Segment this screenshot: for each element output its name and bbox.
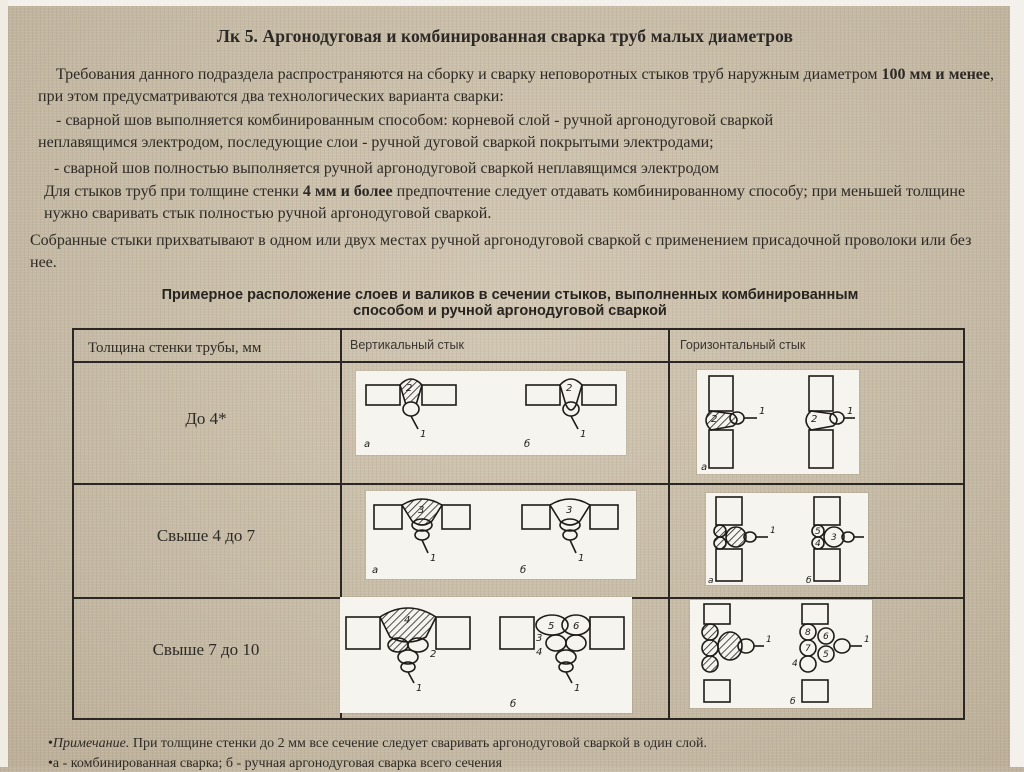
page-title: Лк 5. Аргонодуговая и комбинированная сварка труб малых диаметров: [216, 26, 794, 46]
intro-paragraph-tacking: Собранные стыки прихватывают в одном или двух местах ручной аргонодуговой сваркой с применением присадочной проволоки или без нее.: [30, 232, 972, 271]
diagram-label: 4: [792, 659, 798, 669]
intro-paragraph-1: [38, 64, 998, 108]
diagram-label: б: [790, 697, 796, 707]
diagram-label: 5: [548, 621, 555, 632]
diagram-label: 3: [536, 633, 543, 644]
diagram-label: 2: [566, 383, 573, 394]
table-divider: [72, 361, 965, 363]
diagram-label: 2: [406, 383, 413, 394]
intro-bold: 4 мм и более: [302, 183, 393, 200]
diagram-label: б: [806, 576, 812, 585]
diagram-label: 4: [404, 615, 411, 626]
table-caption: [40, 287, 980, 319]
diagram-label: 1: [759, 406, 766, 417]
diagram-label: 3: [831, 533, 837, 543]
table-caption-line: способом и ручной аргонодуговой сваркой: [353, 303, 667, 319]
intro-text: Требования данного подраздела распространяются на сборку и сварку неповоротных стыков труб наружным диаметром: [56, 66, 882, 83]
diagram-label: 5: [815, 527, 821, 537]
note-legend: •а - комбинированная сварка; б - ручная аргонодуговая сварка всего сечения: [48, 756, 503, 771]
row-label-7to10: Свыше 7 до 10: [152, 640, 260, 659]
note-thin-wall: [48, 736, 988, 752]
diagram-label: 4: [536, 647, 543, 658]
intro-text: , при этом предусматриваются два технологических варианта сварки:: [38, 66, 994, 105]
header-vertical: Вертикальный стык: [350, 338, 464, 352]
intro-paragraph-thickness: [44, 181, 984, 225]
diagram-horizontal-4to7: [706, 493, 868, 585]
diagram-label: 1: [430, 553, 437, 564]
header-horizontal: Горизонтальный стык: [680, 338, 806, 352]
diagram-label: а: [372, 565, 379, 576]
diagram-label: 4: [815, 539, 821, 549]
diagram-label: а: [701, 462, 708, 473]
diagram-label: 1: [766, 635, 772, 645]
table-divider: [72, 483, 965, 485]
diagram-label: 1: [420, 429, 427, 440]
diagram-vertical-upto4: [356, 371, 626, 455]
intro-text: предпочтение следует отдавать комбинированному способу; при меньшей толщине нужно сваривать стык полностью ручной аргонодуговой сваркой.: [44, 183, 966, 222]
diagram-label: 2: [430, 649, 437, 660]
table-divider: [668, 328, 670, 720]
note-text: При толщине стенки до 2 мм все сечение следует сваривать аргонодуговой сваркой в один слой.: [129, 736, 707, 751]
diagram-vertical-7to10: [340, 597, 632, 713]
top-border: [0, 0, 1024, 6]
diagram-label: 6: [823, 632, 829, 642]
right-border: [1010, 0, 1024, 767]
diagram-label: 3: [418, 505, 425, 516]
diagram-label: б: [524, 439, 531, 450]
diagram-label: 7: [805, 644, 811, 654]
diagram-label: 1: [574, 683, 581, 694]
note-bullet: •: [48, 736, 53, 751]
diagram-label: б: [520, 565, 527, 576]
diagram-label: 1: [864, 635, 870, 645]
intro-item-argon: - сварной шов полностью выполняется ручной аргонодуговой сваркой неплавящимся электродом: [54, 160, 719, 177]
intro-item-combined-cont: неплавящимся электродом, последующие слои - ручной дуговой сваркой покрытыми электродами;: [38, 134, 714, 151]
note-label: Примечание.: [52, 736, 130, 751]
intro-item-combined: - сварной шов выполняется комбинированным способом: корневой слой - ручной аргонодуговой сваркой: [56, 112, 774, 129]
diagram-label: 3: [566, 505, 573, 516]
diagram-label: 8: [805, 628, 811, 638]
diagram-label: 6: [573, 621, 580, 632]
diagram-label: а: [708, 576, 714, 585]
diagram-vertical-4to7: [366, 491, 636, 579]
diagram-label: 1: [770, 526, 776, 536]
diagram-horizontal-upto4: [697, 370, 859, 474]
row-label-upto4: До 4*: [185, 409, 227, 428]
diagram-label: 5: [823, 650, 829, 660]
diagram-label: 2: [711, 414, 718, 425]
diagram-label: 1: [847, 406, 854, 417]
diagram-label: б: [510, 699, 517, 710]
intro-text: Для стыков труб при толщине стенки: [44, 183, 303, 200]
header-thickness: Толщина стенки трубы, мм: [88, 340, 262, 356]
diagram-label: 2: [811, 414, 818, 425]
intro-bold: 100 мм и менее: [881, 66, 990, 83]
diagram-label: 1: [580, 429, 587, 440]
diagram-label: 1: [416, 683, 423, 694]
table-caption-line: Примерное расположение слоев и валиков в сечении стыков, выполненных комбинированным: [161, 287, 859, 303]
diagram-horizontal-7to10: [690, 600, 872, 708]
diagram-label: а: [364, 439, 371, 450]
row-label-4to7: Свыше 4 до 7: [156, 526, 256, 545]
diagram-label: 1: [578, 553, 585, 564]
left-border: [0, 0, 8, 767]
